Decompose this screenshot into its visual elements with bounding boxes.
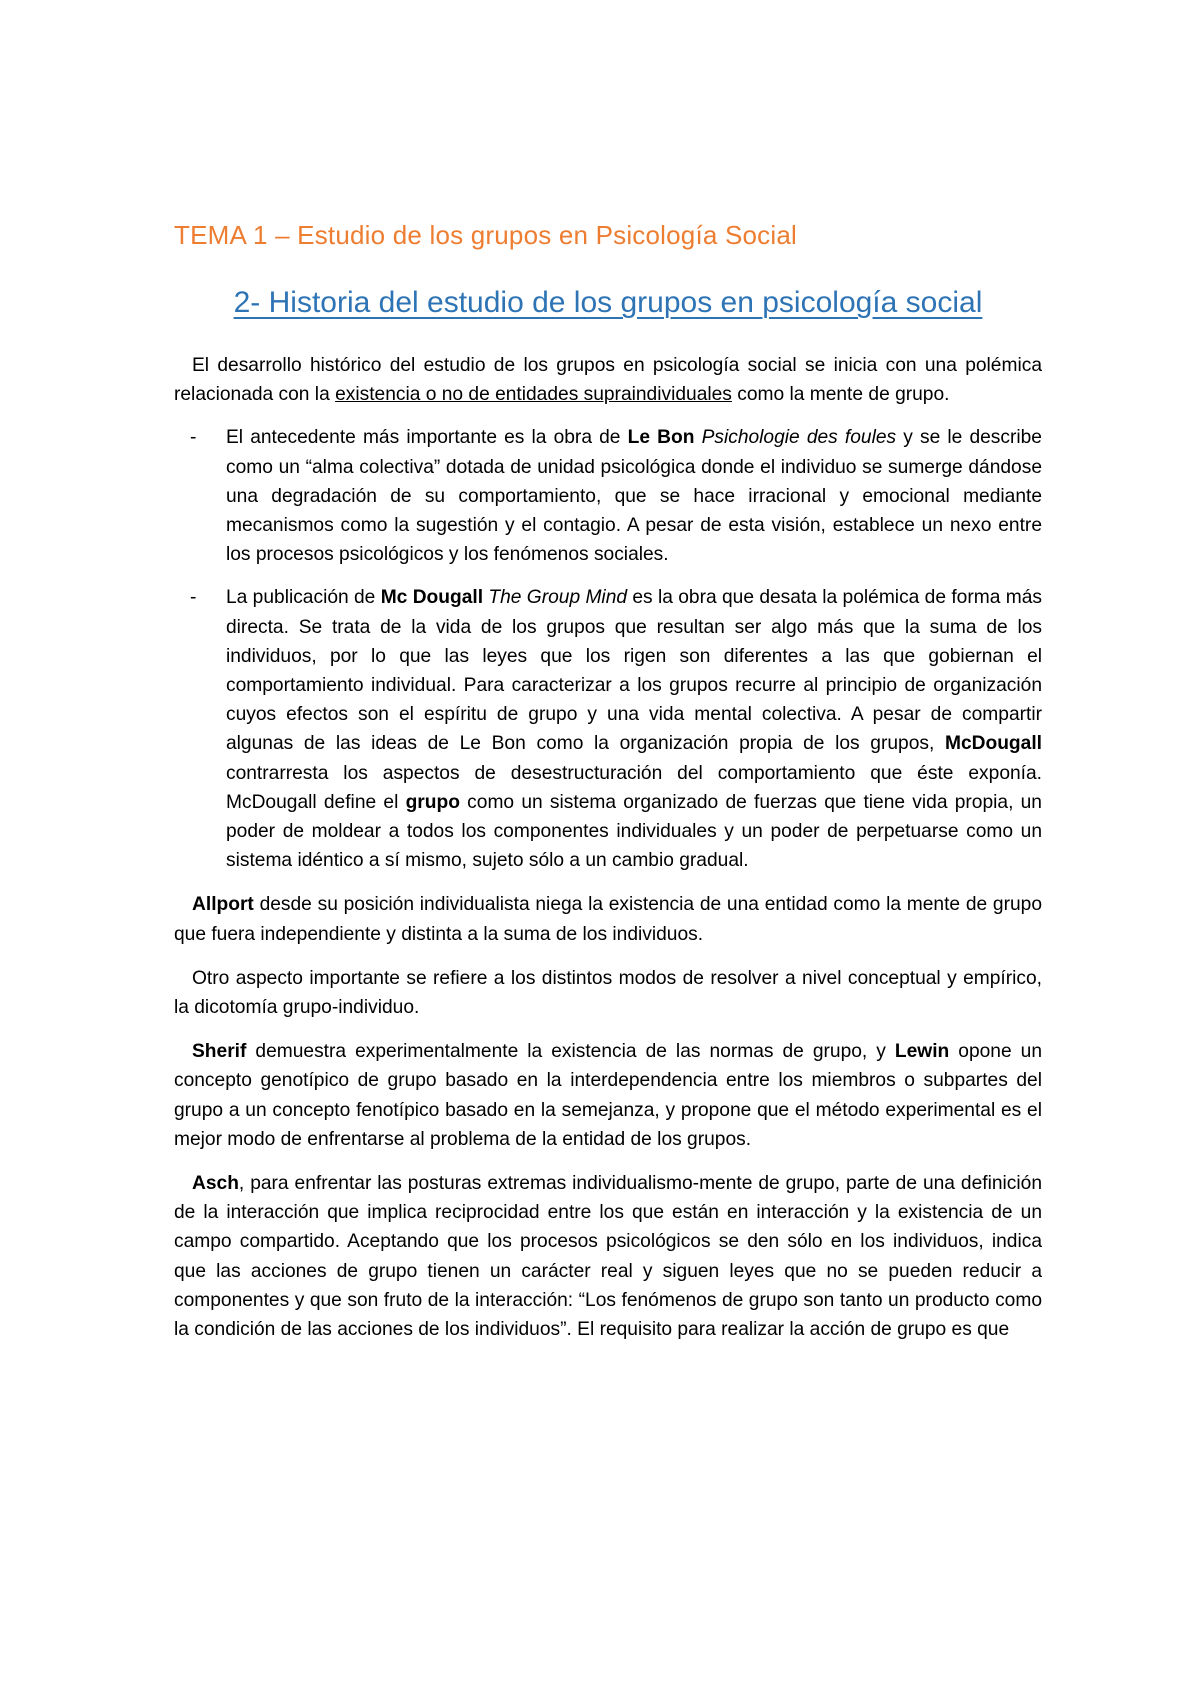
intro-paragraph	[174, 351, 1042, 409]
document-page	[174, 218, 1042, 1344]
author-name-allport: Allport	[192, 894, 254, 916]
otro-aspecto-paragraph: Otro aspecto importante se refiere a los distintos modos de resolver a nivel conceptual y empírico, la dicotomía grupo-individuo.	[174, 967, 1042, 1019]
spacer-text	[694, 427, 701, 448]
sherif-lewin-paragraph	[174, 1037, 1042, 1154]
author-name-asch: Asch	[192, 1173, 239, 1195]
author-name-le-bon: Le Bon	[627, 427, 695, 449]
paragraph-text: desde su posición individualista niega la existencia de una entidad como la mente de grupo que fuera independiente y distinta a la suma de los individuos.	[174, 894, 1042, 945]
bullet-item-le-bon	[174, 423, 1042, 569]
intro-text-end: como la mente de grupo.	[731, 384, 950, 406]
asch-paragraph	[174, 1169, 1042, 1344]
bullet-text: contrarresta los aspectos de desestructuración del comportamiento que éste exponía. McDougall define el	[226, 762, 1042, 813]
author-name-sherif: Sherif	[192, 1041, 247, 1063]
allport-paragraph	[174, 890, 1042, 948]
author-name-lewin: Lewin	[894, 1041, 950, 1063]
bullet-text: El antecedente más importante es la obra de	[226, 427, 628, 449]
paragraph-text: demuestra experimentalmente la existencia de las normas de grupo, y	[246, 1041, 895, 1063]
term-grupo: grupo	[405, 791, 460, 813]
intro-underlined-text: existencia o no de entidades supraindividuales	[335, 384, 732, 406]
bullet-text: es la obra que desata la polémica de forma más directa. Se trata de la vida de los grupos que resultan ser algo más que la suma de los individuos, por lo que las leyes que los rigen son diferentes a las que gobiernan el comportamiento individual. Para caracterizar a los grupos recurre al principio de organización cuyos efectos son el espíritu de grupo y una vida mental colectiva. A pesar de compartir algunas de las ideas de Le Bon como la organización propia de los grupos,	[226, 587, 1042, 755]
bullet-text-mc-dougall	[226, 583, 1042, 875]
author-name-mcdougall: McDougall	[944, 733, 1042, 755]
paragraph-text: , para enfrentar las posturas extremas individualismo-mente de grupo, parte de una definición de la interacción que implica reciprocidad entre los que están en interacción y la existencia de un campo compartido. Aceptando que los procesos psicológicos se den sólo en los individuos, indica que las acciones de grupo tienen un carácter real y siguen leyes que no se pueden reducir a componentes y que son fruto de la interacción: “Los fenómenos de grupo son tanto un producto como la condición de las acciones de los individuos”. El requisito para realizar la acción de grupo es que	[174, 1173, 1042, 1341]
bullet-text: como un sistema organizado de fuerzas que tiene vida propia, un poder de moldear a todos los componentes individuales y un poder de perpetuarse como un sistema idéntico a sí mismo, sujeto sólo a un cambio gradual.	[226, 791, 1042, 872]
intro-text-start: El desarrollo histórico del estudio de los grupos en psicología social se inicia con una polémica relacionada con la	[174, 355, 1042, 406]
book-title-psichologie: Psichologie des foules	[701, 427, 897, 449]
tema-title: TEMA 1 – Estudio de los grupos en Psicología Social	[174, 220, 797, 250]
bullet-text-le-bon	[226, 423, 1042, 569]
section-title: 2- Historia del estudio de los grupos en psicología social	[233, 286, 983, 319]
author-name-mc-dougall: Mc Dougall	[380, 587, 484, 609]
bullet-text: La publicación de	[226, 587, 381, 609]
book-title-group-mind: The Group Mind	[488, 587, 628, 609]
bullet-dash: -	[190, 587, 197, 609]
bullet-item-mc-dougall	[174, 583, 1042, 875]
bullet-text: y se le describe como un “alma colectiva” dotada de unidad psicológica donde el individuo se sumerge dándose una degradación de su comportamiento, que se hace irracional y emocional mediante mecanismos como la sugestión y el contagio. A pesar de esta visión, establece un nexo entre los procesos psicológicos y los fenómenos sociales.	[226, 427, 1042, 566]
bullet-dash: -	[190, 427, 197, 449]
paragraph-text: opone un concepto genotípico de grupo basado en la interdependencia entre los miembros o subpartes del grupo a un concepto fenotípico basado en la semejanza, y propone que el método experimental es el mejor modo de enfrentarse al problema de la entidad de los grupos.	[174, 1041, 1042, 1150]
